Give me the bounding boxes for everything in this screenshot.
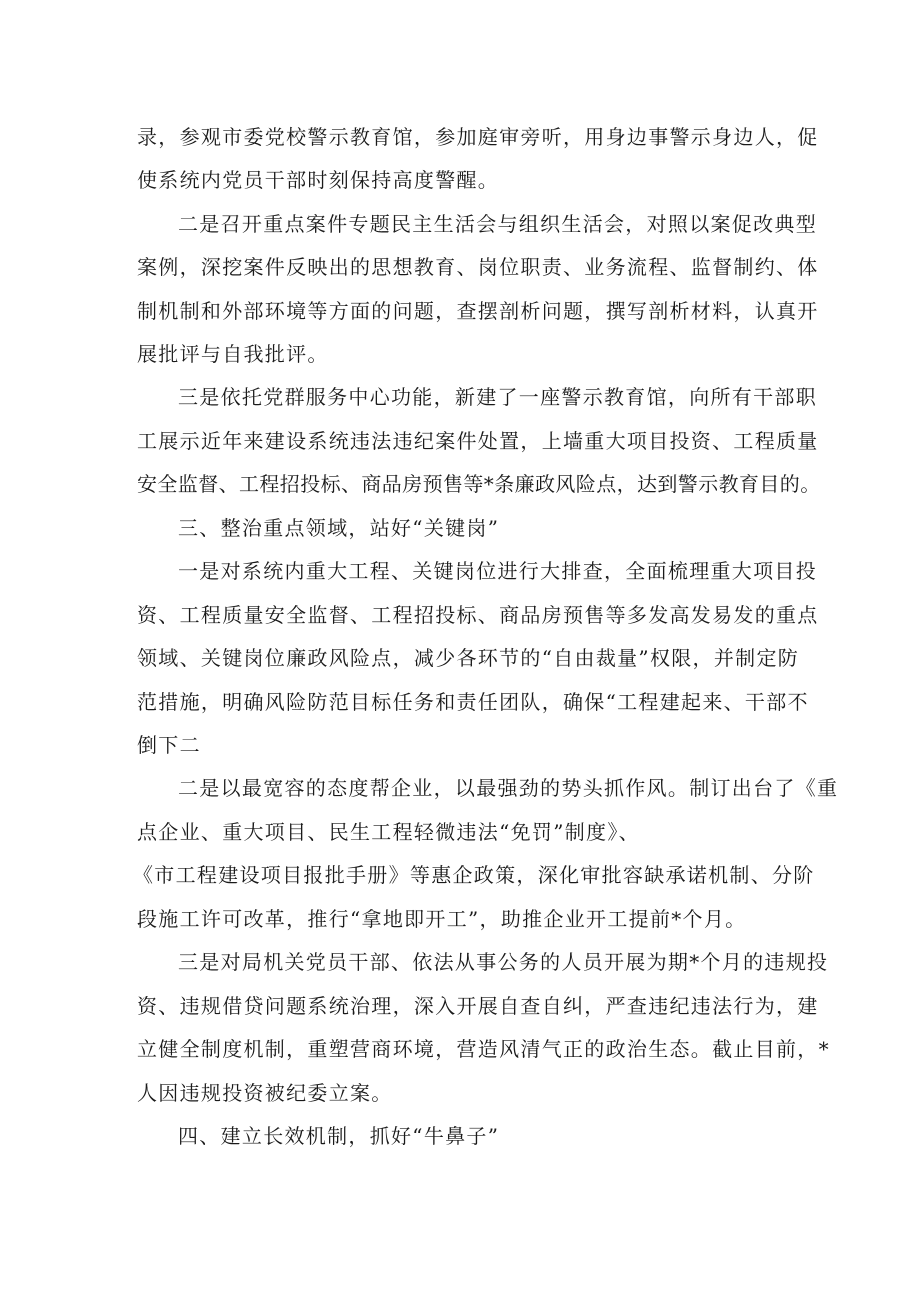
section-heading: 四、建立长效机制，抓好“牛鼻子” <box>178 1124 500 1148</box>
text-line: 资、违规借贷问题系统治理，深入开展自查自纠，严查违纪违法行为，建 <box>137 994 819 1018</box>
text-line: 段施工许可改革，推行“拿地即开工”，助推企业开工提前*个月。 <box>137 907 747 931</box>
paragraph-first-line: 一是对系统内重大工程、关键岗位进行大排查，全面梳理重大项目投 <box>178 559 817 583</box>
paragraph-first-line: 二是召开重点案件专题民主生活会与组织生活会，对照以案促改典型 <box>178 212 817 236</box>
text-line: 制机制和外部环境等方面的问题，查摆剖析问题，撰写剖析材料，认真开 <box>137 299 819 323</box>
text-line: 展批评与自我批评。 <box>137 342 329 366</box>
paragraph-first-line: 三是对局机关党员干部、依法从事公务的人员开展为期*个月的违规投 <box>178 950 829 974</box>
text-line: 《市工程建设项目报批手册》等惠企政策，深化审批容缺承诺机制、分阶 <box>133 863 815 887</box>
text-line: 立健全制度机制，重塑营商环境，营造风清气正的政治生态。截止目前，* <box>137 1037 830 1061</box>
text-line: 倒下二 <box>137 733 201 757</box>
text-line: 领域、关键岗位廉政风险点，减少各环节的“自由裁量”权限，并制定防 <box>137 646 800 670</box>
text-line: 录，参观市委党校警示教育馆，参加庭审旁听，用身边事警示身边人，促 <box>137 125 819 149</box>
text-line: 点企业、重大项目、民生工程轻微违法“免罚”制度》、 <box>137 820 640 844</box>
section-heading: 三、整治重点领域，站好“关键岗” <box>178 516 500 540</box>
text-line: 资、工程质量安全监督、工程招投标、商品房预售等多发高发易发的重点 <box>137 603 819 627</box>
text-line: 使系统内党员干部时刻保持高度警醒。 <box>137 168 500 192</box>
text-line: 人因违规投资被纪委立案。 <box>137 1081 393 1105</box>
text-line: 安全监督、工程招投标、商品房预售等*条廉政风险点，达到警示教育目的。 <box>137 472 821 496</box>
text-line: 案例，深挖案件反映出的思想教育、岗位职责、业务流程、监督制约、体 <box>137 255 819 279</box>
paragraph-first-line: 三是依托党群服务中心功能，新建了一座警示教育馆，向所有干部职 <box>178 385 817 409</box>
text-line: 范措施，明确风险防范目标任务和责任团队，确保“工程建起来、干部不 <box>137 690 809 714</box>
text-line: 工展示近年来建设系统违法违纪案件处置，上墙重大项目投资、工程质量 <box>137 429 819 453</box>
paragraph-first-line: 二是以最宽容的态度帮企业，以最强劲的势头抓作风。制订出台了《重 <box>178 776 839 800</box>
